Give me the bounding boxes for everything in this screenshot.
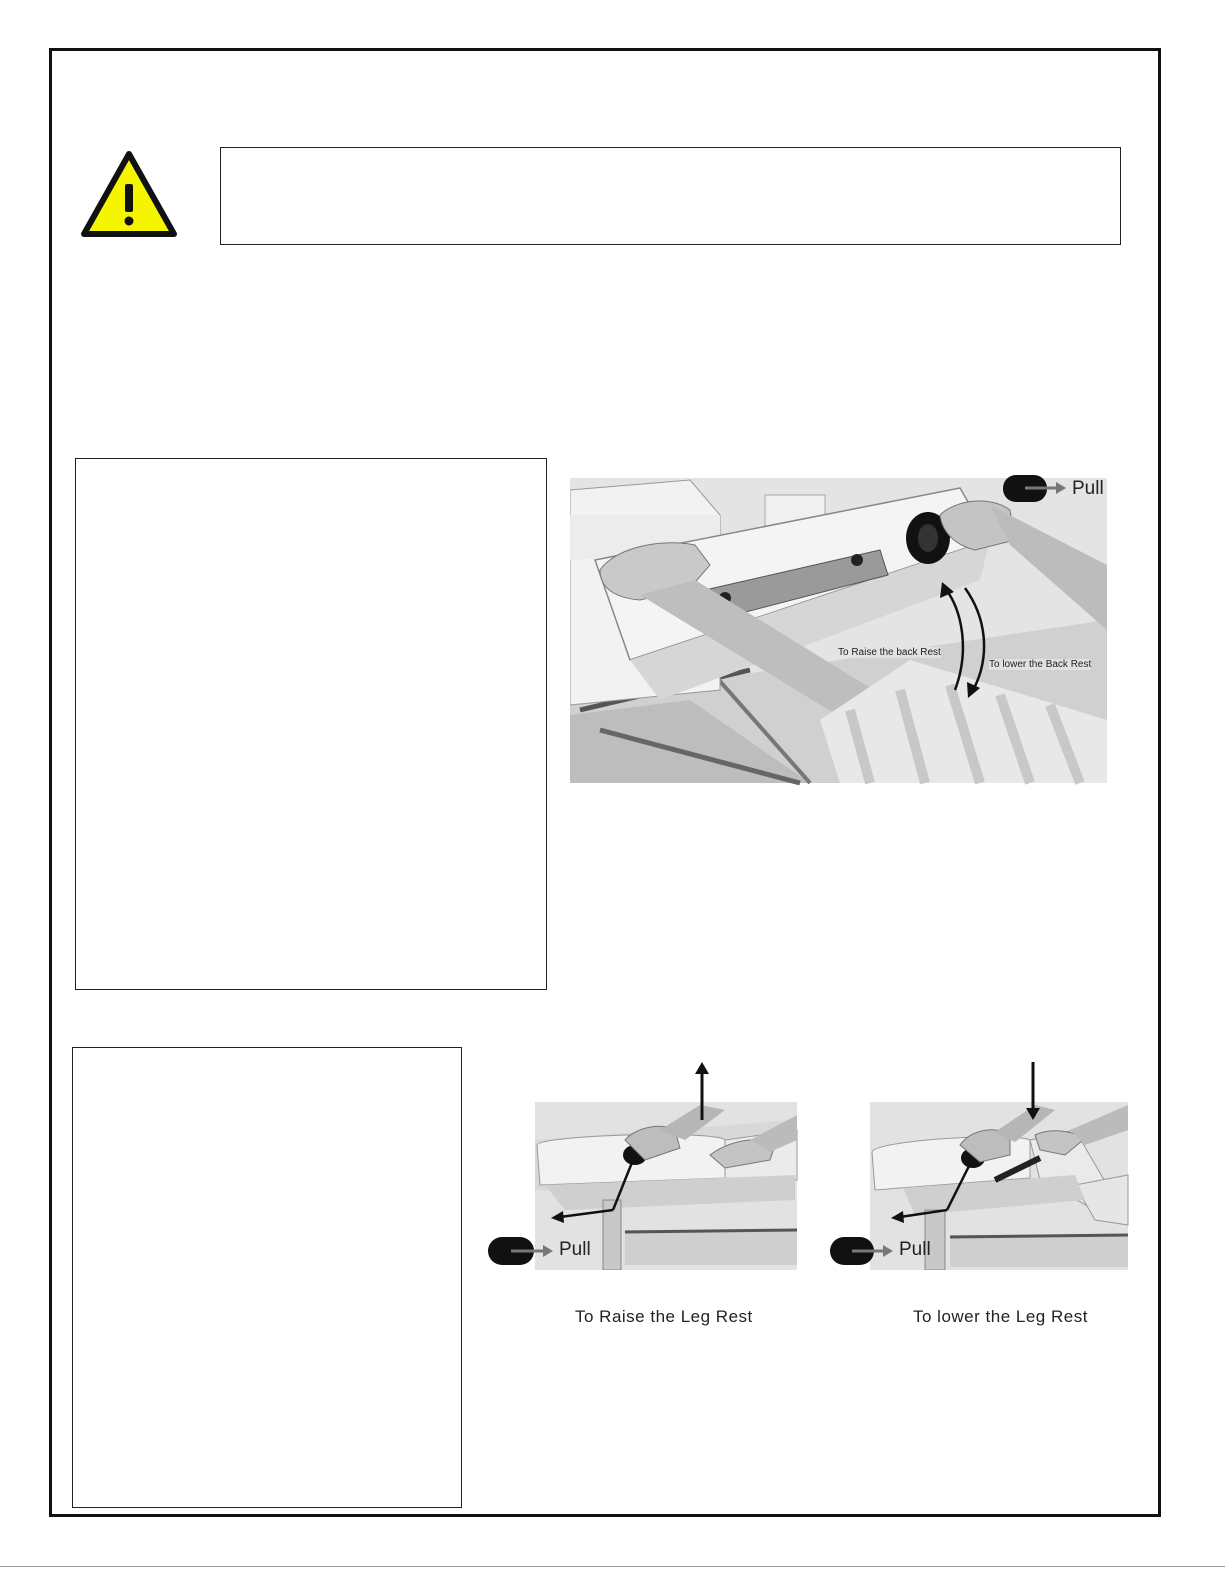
back-rest-lower-label: To lower the Back Rest [989, 659, 1092, 670]
back-rest-pull-label: Pull [1072, 478, 1104, 499]
leg-rest-lower-photo [825, 1060, 1130, 1270]
leg-rest-raise-pull-label: Pull [559, 1239, 591, 1260]
leg-rest-raise-photo [485, 1060, 800, 1270]
warning-box [220, 147, 1121, 245]
leg-rest-textbox [72, 1047, 462, 1508]
back-rest-raise-label: To Raise the back Rest [838, 647, 941, 658]
bottom-rule [0, 1566, 1225, 1567]
warning-icon [80, 150, 178, 240]
back-rest-photo [570, 470, 1110, 786]
leg-rest-lower-caption: To lower the Leg Rest [913, 1307, 1088, 1326]
back-rest-textbox [75, 458, 547, 990]
leg-rest-raise-caption: To Raise the Leg Rest [575, 1307, 753, 1326]
leg-rest-lower-pull-label: Pull [899, 1239, 931, 1260]
